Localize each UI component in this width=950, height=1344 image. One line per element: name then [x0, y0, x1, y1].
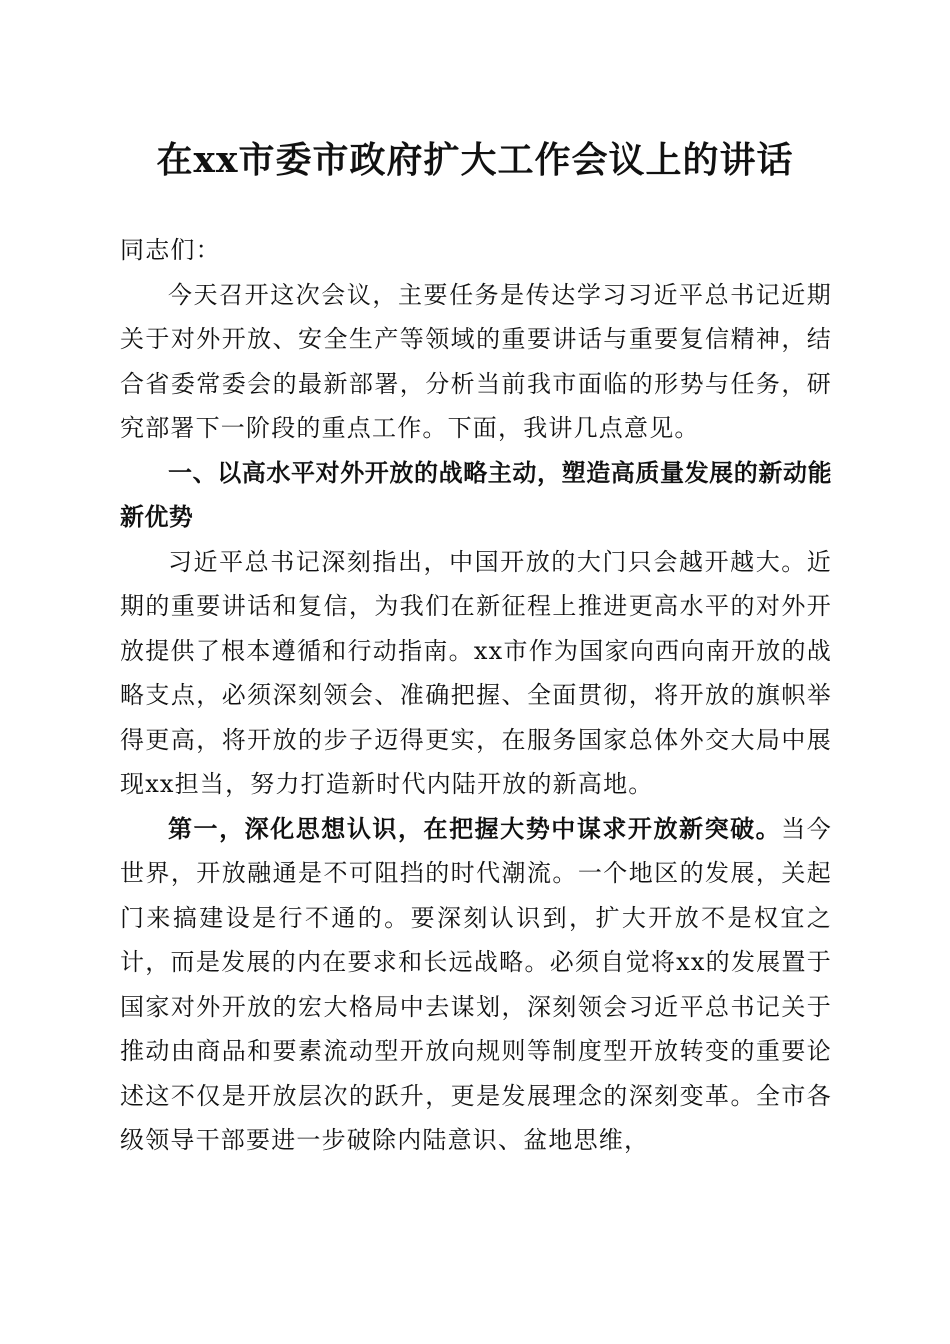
salutation: 同志们：: [120, 236, 221, 264]
point-lead: 第一，深化思想认识，在把握大势中谋求开放新突破。: [168, 813, 782, 843]
document-body: [120, 228, 832, 1163]
section-heading: 一、以高水平对外开放的战略主动，塑造高质量发展的新动能新优势: [120, 458, 832, 531]
document-title: 在xx市委市政府扩大工作会议上的讲话: [156, 139, 794, 181]
point-paragraph: [120, 807, 832, 1163]
point-body: 当今世界，开放融通是不可阻挡的时代潮流。一个地区的发展，关起门来搞建设是行不通的。要深刻认识到，扩大开放不是权宜之计，而是发展的内在要求和长远战略。必须自觉将xx的发展置于国家对外开放的宏大格局中去谋划，深刻领会习近平总书记关于推动由商品和要素流动型开放向规则等制度型开放转变的重要论述这不仅是开放层次的跃升，更是发展理念的深刻变革。全市各级领导干部要进一步破除内陆意识、盆地思维，: [120, 814, 832, 1154]
intro-paragraph: 今天召开这次会议，主要任务是传达学习习近平总书记近期关于对外开放、安全生产等领域的重要讲话与重要复信精神，结合省委常委会的最新部署，分析当前我市面临的形势与任务，研究部署下一阶段的重点工作。下面，我讲几点意见。: [120, 280, 832, 442]
section-paragraph: 习近平总书记深刻指出，中国开放的大门只会越开越大。近期的重要讲话和复信，为我们在新征程上推进更高水平的对外开放提供了根本遵循和行动指南。xx市作为国家向西向南开放的战略支点，必须深刻领会、准确把握、全面贯彻，将开放的旗帜举得更高，将开放的步子迈得更实，在服务国家总体外交大局中展现xx担当，努力打造新时代内陆开放的新高地。: [120, 547, 832, 798]
